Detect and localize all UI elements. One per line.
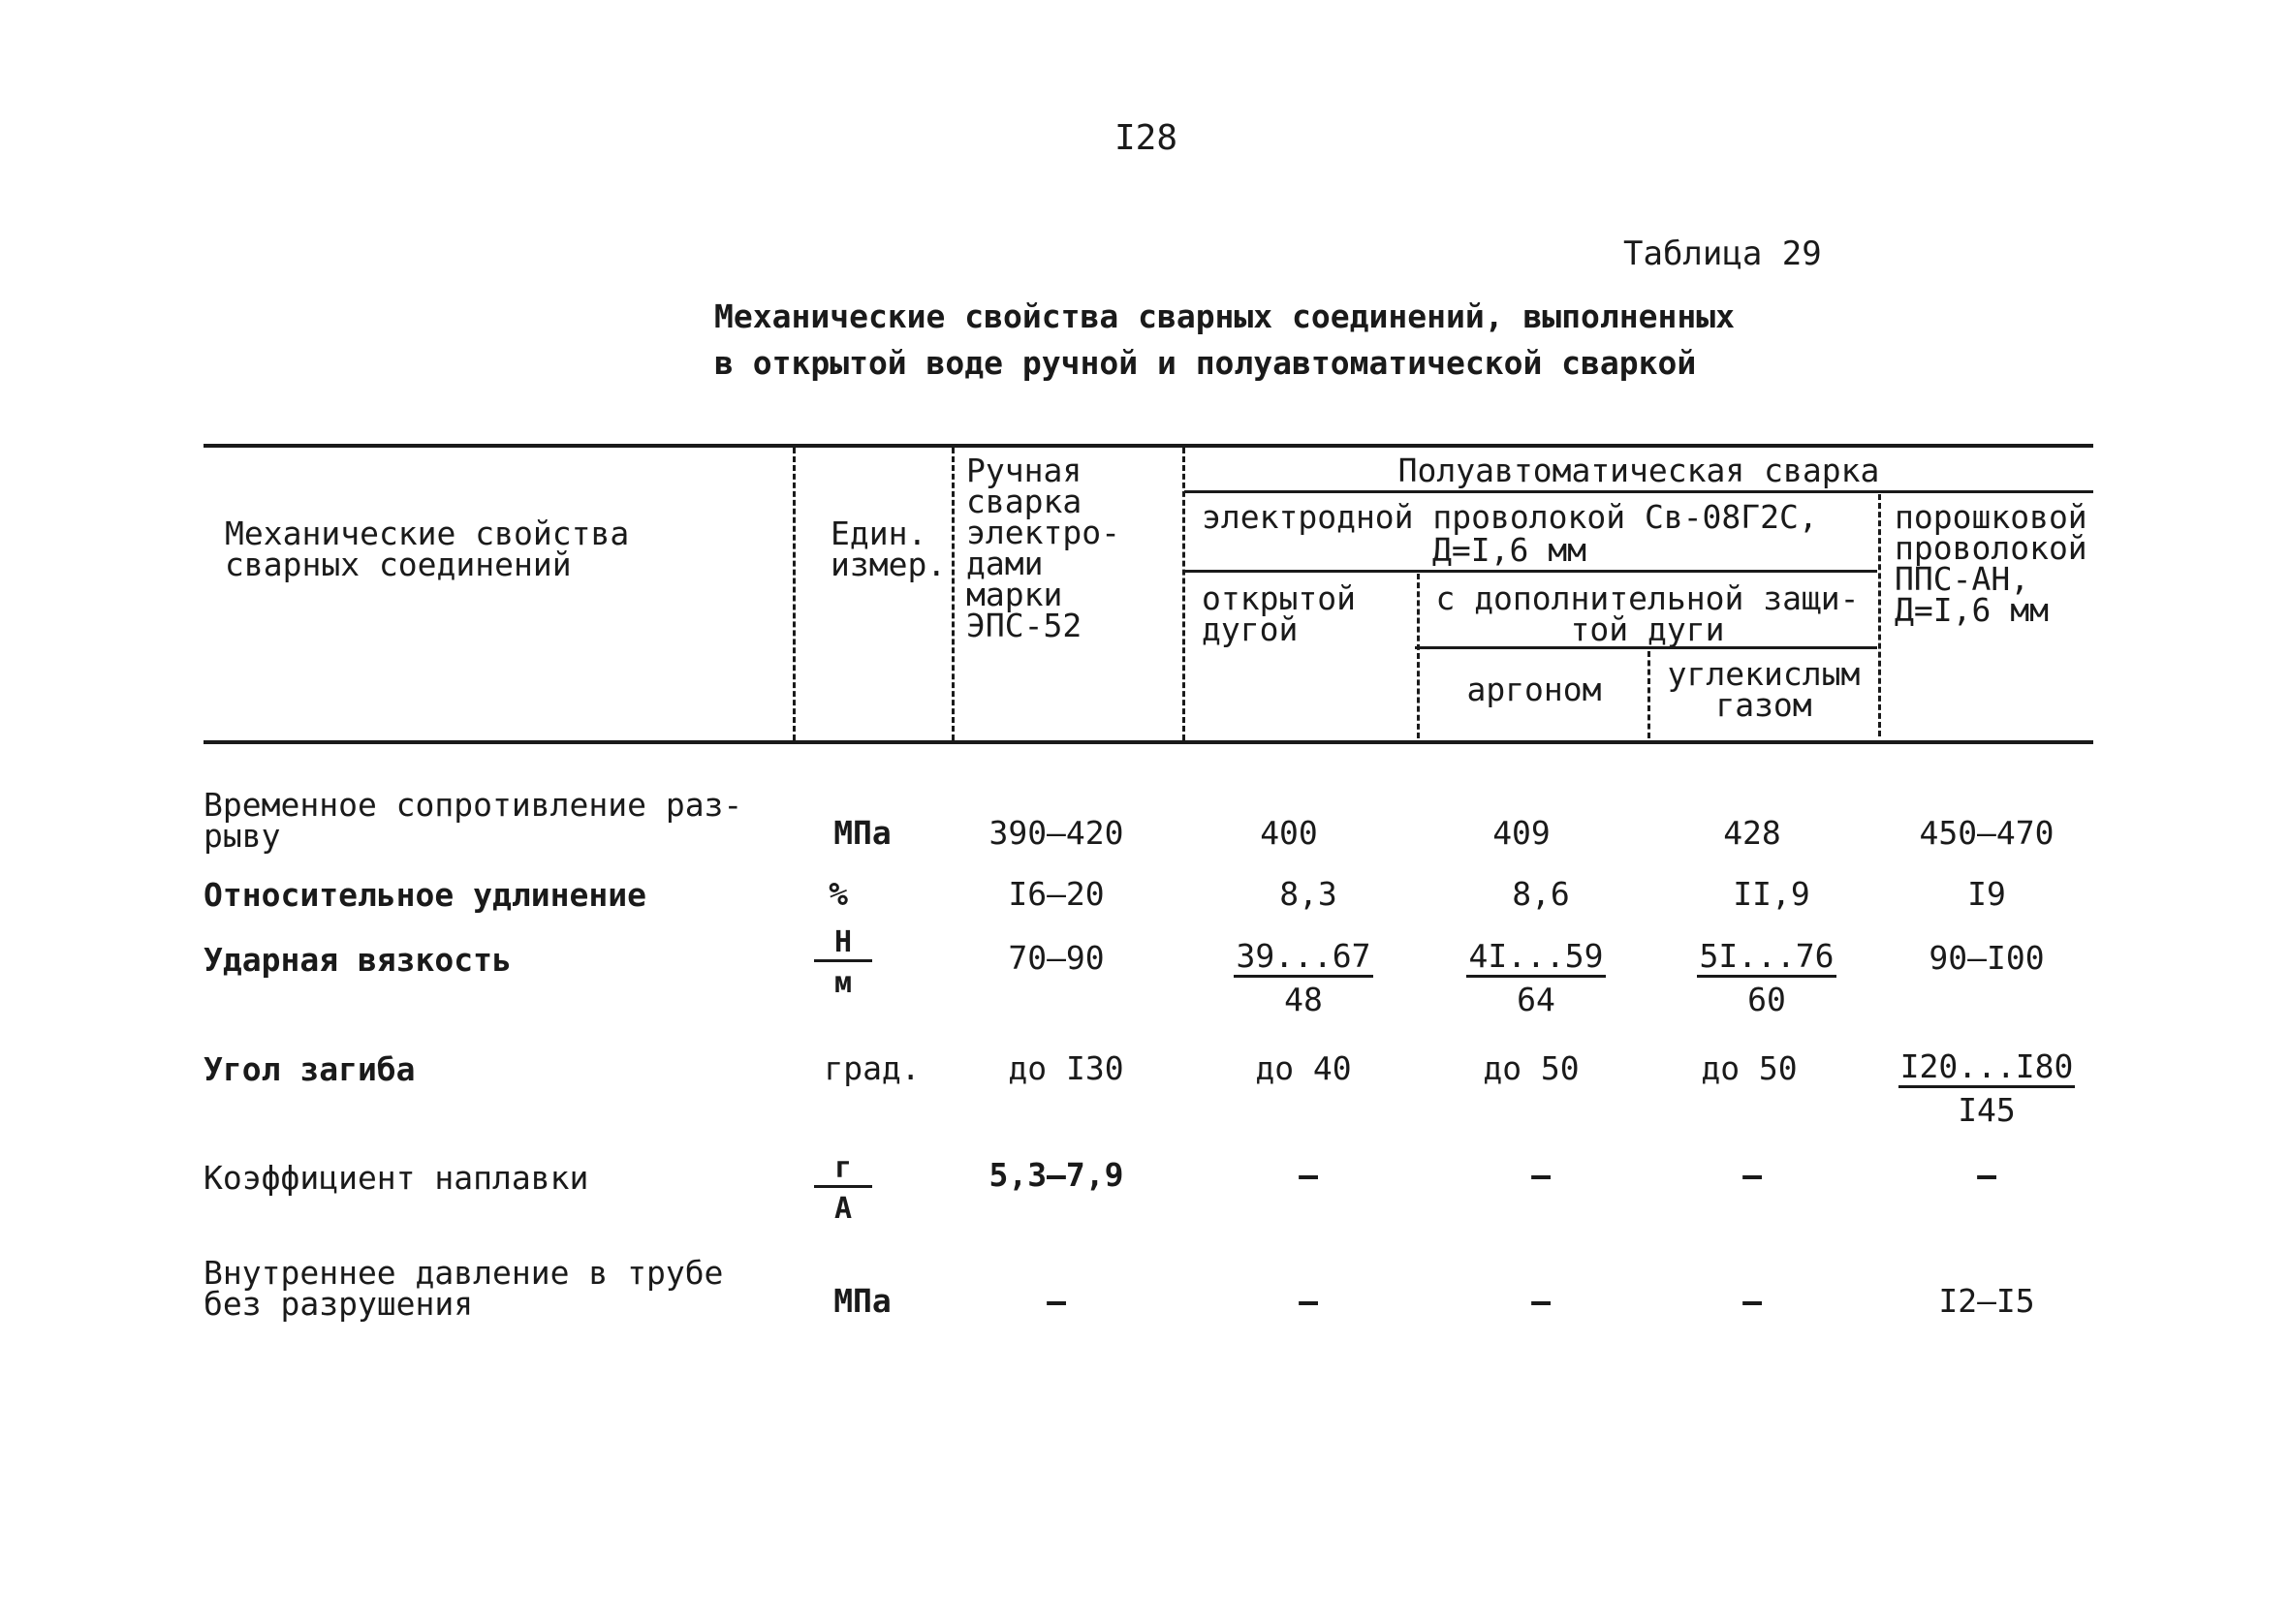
unit-impact: Н м <box>814 925 872 1000</box>
row-label-elongation: Относительное удлинение <box>204 876 646 914</box>
value-bend-co2: до 50 <box>1701 1049 1798 1087</box>
header-argon: аргоном <box>1466 671 1602 708</box>
page-number: I28 <box>1114 118 1178 158</box>
unit-elongation: % <box>829 875 848 913</box>
semi-auto-rule <box>1184 490 2093 493</box>
col-sep-2 <box>952 448 955 740</box>
col-sep-6 <box>1878 494 1881 736</box>
header-unit: Един. измер. <box>831 515 947 583</box>
row-label-bend: Угол загиба <box>204 1050 416 1088</box>
value-deposition-co2: – <box>1742 1156 1762 1194</box>
header-flux-wire: порошковой проволокой ППС-АН, Д=I,6 мм <box>1895 498 2087 629</box>
value-deposition-manual: 5,3–7,9 <box>988 1156 1124 1194</box>
col-sep-1 <box>793 448 796 740</box>
value-pressure-open: – <box>1299 1282 1318 1320</box>
table-top-rule <box>204 444 2093 448</box>
value-bend-open: до 40 <box>1255 1049 1352 1087</box>
unit-deposition: г А <box>814 1151 872 1226</box>
header-property: Механические свойства сварных соединений <box>225 515 630 583</box>
row-label-tensile: Временное сопротивление раз- рыву <box>204 786 743 855</box>
value-bend-argon: до 50 <box>1483 1049 1580 1087</box>
value-elongation-flux: I9 <box>1967 875 2006 913</box>
header-electrode-wire: электродной проволокой Св-08Г2С, <box>1202 498 1818 536</box>
header-extra-protection: с дополнительной защи- той дуги <box>1435 579 1860 648</box>
value-impact-argon: $\frac{4I...59}{64}$ <box>1468 937 1604 1018</box>
value-elongation-co2: II,9 <box>1733 875 1810 913</box>
value-impact-manual: 70–90 <box>1008 939 1105 977</box>
table-number: Таблица 29 <box>1623 234 1822 273</box>
value-impact-co2: $\frac{5I...76}{60}$ <box>1699 937 1835 1018</box>
table-caption <box>714 294 1735 387</box>
value-tensile-argon: 409 <box>1492 814 1551 852</box>
header-co2: углекислым газом <box>1667 655 1861 724</box>
caption-line-2: в открытой воде ручной и полуавтоматической сваркой <box>714 344 1697 382</box>
col-sep-3 <box>1182 448 1185 740</box>
value-elongation-argon: 8,6 <box>1512 875 1570 913</box>
unit-tensile: МПа <box>833 814 892 852</box>
electrode-wire-rule <box>1184 570 1877 573</box>
row-label-impact: Ударная вязкость <box>204 941 512 979</box>
unit-pressure: МПа <box>833 1282 892 1320</box>
col-sep-5 <box>1647 651 1650 738</box>
value-tensile-flux: 450–470 <box>1919 814 2055 852</box>
header-manual-welding: Ручная сварка электро- дами марки ЭПС-52 <box>966 452 1120 644</box>
unit-bend: град. <box>824 1049 921 1087</box>
value-pressure-flux: I2–I5 <box>1938 1282 2035 1320</box>
value-deposition-argon: – <box>1531 1156 1551 1194</box>
value-bend-flux: $\frac{I20...I80}{I45}$ <box>1899 1047 2074 1129</box>
header-electrode-wire-diam: Д=I,6 мм <box>1432 531 1586 569</box>
caption-line-1: Механические свойства сварных соединений, выполненных <box>714 297 1735 335</box>
value-bend-manual: до I30 <box>1008 1049 1124 1087</box>
value-impact-flux: 90–I00 <box>1929 939 2045 977</box>
value-pressure-co2: – <box>1742 1282 1762 1320</box>
value-deposition-flux: – <box>1977 1156 1996 1194</box>
value-tensile-co2: 428 <box>1723 814 1781 852</box>
value-tensile-open: 400 <box>1260 814 1318 852</box>
header-bottom-rule <box>204 740 2093 744</box>
row-label-pressure: Внутреннее давление в трубе без разрушения <box>204 1254 724 1323</box>
col-sep-4 <box>1417 574 1420 738</box>
value-impact-open: $\frac{39...67}{48}$ <box>1236 937 1371 1018</box>
value-pressure-argon: – <box>1531 1282 1551 1320</box>
header-open-arc: открытой дугой <box>1202 579 1356 648</box>
value-deposition-open: – <box>1299 1156 1318 1194</box>
value-pressure-manual: – <box>1047 1282 1066 1320</box>
value-tensile-manual: 390–420 <box>988 814 1124 852</box>
value-elongation-open: 8,3 <box>1279 875 1337 913</box>
value-elongation-manual: I6–20 <box>1008 875 1105 913</box>
header-semi-auto: Полуавтоматическая сварка <box>1397 452 1880 489</box>
row-label-deposition: Коэффициент наплавки <box>204 1159 589 1197</box>
